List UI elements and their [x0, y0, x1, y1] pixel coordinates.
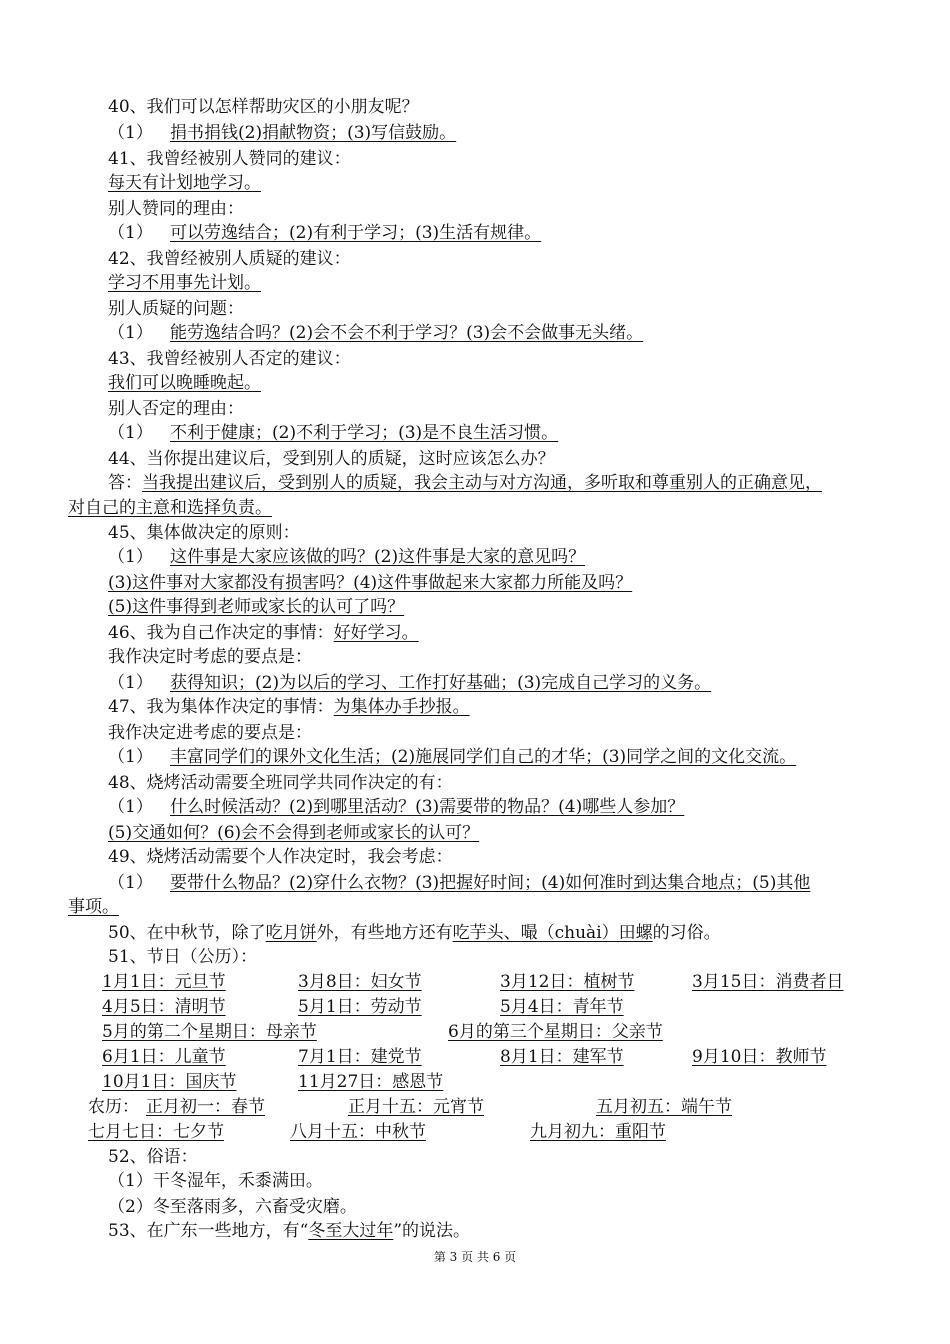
q46-num: （1） — [108, 673, 153, 693]
holiday-mid-autumn: 八月十五：中秋节 — [290, 1122, 426, 1142]
q41-title: 41、我曾经被别人赞同的建议： — [108, 149, 351, 169]
q40-answer-text: 捐书捐钱(2)捐献物资；(3)写信鼓励。 — [170, 123, 457, 143]
q46-subject: 好好学习。 — [333, 623, 419, 643]
holiday-youth-day: 5月4日：青年节 — [500, 997, 624, 1017]
q42-num: （1） — [108, 323, 153, 343]
q48-answer-line1 — [108, 796, 684, 818]
q43-reason-label: 别人否定的理由： — [108, 399, 244, 419]
q45-num: （1） — [108, 547, 153, 567]
q51-title: 51、节日（公历）： — [108, 947, 258, 967]
q42-suggestion: 学习不用事先计划。 — [108, 273, 261, 293]
q40-num: （1） — [108, 123, 153, 143]
q43-answer-text: 不利于健康；(2)不利于学习；(3)是不良生活习惯。 — [170, 423, 559, 443]
q44-title: 44、当你提出建议后，受到别人的质疑，这时应该怎么办？ — [108, 449, 555, 469]
q44-answer-line2: 对自己的主意和选择负责。 — [68, 498, 272, 518]
q41-answer-text: 可以劳逸结合；(2)有利于学习；(3)生活有规律。 — [170, 223, 542, 243]
q46-title — [108, 622, 419, 644]
page-footer: 第 3 页 共 6 页 — [433, 1250, 517, 1264]
holiday-labor-day: 5月1日：劳动节 — [298, 997, 422, 1017]
q41-suggestion: 每天有计划地学习。 — [108, 173, 261, 193]
q49-answer-line1 — [108, 872, 810, 894]
holiday-mothers-day: 5月的第二个星期日：母亲节 — [102, 1022, 317, 1042]
q48-num: （1） — [108, 797, 153, 817]
holiday-fathers-day: 6月的第三个星期日：父亲节 — [448, 1022, 663, 1042]
q41-num: （1） — [108, 223, 153, 243]
q45-answer-line2: (3)这件事对大家都没有损害吗？(4)这件事做起来大家都力所能及吗？ — [108, 573, 633, 593]
holiday-teachers-day: 9月10日：教师节 — [692, 1047, 827, 1067]
q48-answer-text1: 什么时候活动？(2)到哪里活动？(3)需要带的物品？(4)哪些人参加？ — [170, 797, 685, 817]
q47-label: 我作决定进考虑的要点是： — [108, 723, 312, 743]
holiday-army-day: 8月1日：建军节 — [500, 1047, 624, 1067]
q53-text1: 53、在广东一些地方，有“ — [108, 1221, 309, 1241]
q47-title-text: 47、我为集体作决定的事情： — [108, 697, 334, 717]
q45-title: 45、集体做决定的原则： — [108, 523, 300, 543]
q44-answer-prefix: 答： — [108, 473, 142, 493]
q50-underlined1: 吃月饼 — [265, 923, 317, 943]
holiday-new-year: 1月1日：元旦节 — [102, 972, 226, 992]
q47-title — [108, 696, 470, 718]
q45-answer-text1: 这件事是大家应该做的吗？(2)这件事是大家的意见吗？ — [170, 547, 586, 567]
holiday-lantern-festival: 正月十五：元宵节 — [348, 1097, 484, 1117]
q43-title: 43、我曾经被别人否定的建议： — [108, 349, 351, 369]
holiday-qingming: 4月5日：清明节 — [102, 997, 226, 1017]
q42-reason-label: 别人质疑的问题： — [108, 299, 244, 319]
holiday-party-day: 7月1日：建党节 — [298, 1047, 422, 1067]
holiday-childrens-day: 6月1日：儿童节 — [102, 1047, 226, 1067]
holiday-spring-festival: 正月初一：春节 — [146, 1097, 265, 1117]
q43-suggestion: 我们可以晚睡晚起。 — [108, 373, 261, 393]
holiday-national-day: 10月1日：国庆节 — [102, 1072, 237, 1092]
holiday-womens-day: 3月8日：妇女节 — [298, 972, 422, 992]
q49-answer-line2: 事项。 — [68, 897, 119, 917]
holiday-consumer-day: 3月15日：消费者日 — [692, 972, 844, 992]
q46-title-text: 46、我为自己作决定的事情： — [108, 623, 334, 643]
holiday-qixi: 七月七日：七夕节 — [88, 1122, 224, 1142]
q49-num: （1） — [108, 873, 153, 893]
holiday-dragon-boat: 五月初五：端午节 — [596, 1097, 732, 1117]
q45-answer-line1 — [108, 546, 585, 568]
q43-answer — [108, 422, 558, 444]
q49-answer-text1: 要带什么物品？(2)穿什么衣物？(3)把握好时间；(4)如何准时到达集合地点；(5)其他 — [170, 873, 811, 893]
q41-answer — [108, 222, 541, 244]
q47-num: （1） — [108, 747, 153, 767]
q47-subject: 为集体办手抄报。 — [333, 697, 470, 717]
q47-answer-text: 丰富同学们的课外文化生活；(2)施展同学们自己的才华；(3)同学之间的文化交流。 — [170, 747, 797, 767]
lunar-label: 农历： — [88, 1097, 139, 1117]
q53-underlined: 冬至大过年 — [308, 1221, 394, 1241]
q46-answer — [108, 672, 711, 694]
holiday-arbor-day: 3月12日：植树节 — [500, 972, 635, 992]
q49-title: 49、烧烤活动需要个人作决定时，我会考虑： — [108, 847, 453, 867]
holiday-thanksgiving: 11月27日：感恩节 — [298, 1072, 444, 1092]
q40-title: 40、我们可以怎样帮助灾区的小朋友呢？ — [108, 97, 419, 117]
q44-answer-line1 — [108, 472, 822, 494]
q46-answer-text: 获得知识；(2)为以后的学习、工作打好基础；(3)完成自己学习的义务。 — [170, 673, 712, 693]
q50-underlined2: 吃芋头、嘬（chuài）田螺 — [452, 923, 653, 943]
q50-text3: 的习俗。 — [652, 923, 721, 943]
q53-text2: ”的说法。 — [393, 1221, 471, 1241]
q48-answer-line2: (5)交通如何？(6)会不会得到老师或家长的认可？ — [108, 823, 480, 843]
holiday-double-ninth: 九月初九：重阳节 — [530, 1122, 666, 1142]
q42-answer — [108, 322, 643, 344]
q52-title: 52、俗语： — [108, 1147, 198, 1167]
q47-answer — [108, 746, 796, 768]
q45-answer-line3: (5)这件事得到老师或家长的认可了吗？ — [108, 597, 405, 617]
q42-title: 42、我曾经被别人质疑的建议： — [108, 249, 351, 269]
q48-title: 48、烧烤活动需要全班同学共同作决定的有： — [108, 773, 453, 793]
q52-item2: （2）冬至落雨多，六畜受灾磨。 — [108, 1197, 357, 1217]
q46-label: 我作决定时考虑的要点是： — [108, 647, 312, 667]
q43-num: （1） — [108, 423, 153, 443]
q40-answer — [108, 122, 456, 144]
q50-line — [108, 922, 721, 944]
q53-line — [108, 1220, 470, 1242]
q41-reason-label: 别人赞同的理由： — [108, 199, 244, 219]
q44-answer-text1: 当我提出建议后，受到别人的质疑，我会主动与对方沟通，多听取和尊重别人的正确意见， — [142, 473, 822, 493]
q42-answer-text: 能劳逸结合吗？(2)会不会不利于学习？(3)会不会做事无头绪。 — [170, 323, 644, 343]
q52-item1: （1）干冬湿年，禾黍满田。 — [108, 1171, 323, 1191]
q50-text1: 50、在中秋节，除了 — [108, 923, 266, 943]
q50-text2: 外，有些地方还有 — [316, 923, 453, 943]
